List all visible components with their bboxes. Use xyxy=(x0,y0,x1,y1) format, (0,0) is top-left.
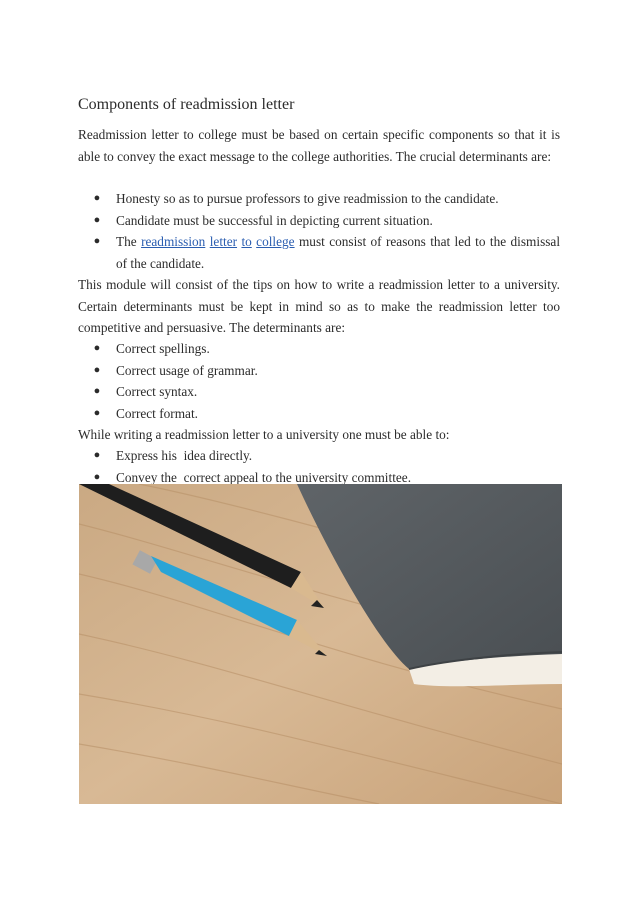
bullet-icon: ● xyxy=(93,385,101,397)
link-college[interactable]: college xyxy=(256,234,295,249)
list-item-text: Honesty so as to pursue professors to give readmission to the candidate. xyxy=(116,191,499,206)
list-item xyxy=(78,188,560,210)
intro-paragraph: Readmission letter to college must be based on certain specific components so that it is able to convey the exact message to the college authorities. The crucial determinants are: xyxy=(78,127,560,164)
list-item-prefix: The xyxy=(116,234,142,249)
list-item xyxy=(78,445,560,467)
list-item-text: Correct syntax. xyxy=(116,384,198,399)
abilities-list xyxy=(78,445,560,488)
writing-determinants-list xyxy=(78,338,560,424)
module-paragraph: This module will consist of the tips on how to write a readmission letter to a university. Certain determinants must be kept in mind so as to make the readmission letter too competitive and persuasive. The determinants are: xyxy=(78,277,560,335)
list-item-with-links xyxy=(78,231,560,274)
bullet-icon: ● xyxy=(93,449,101,461)
bullet-icon: ● xyxy=(93,235,101,247)
bullet-icon: ● xyxy=(93,192,101,204)
list-item-suffix: must consist of reasons that led to the dismissal of the candidate. xyxy=(116,234,561,271)
list-item-text: Correct usage of grammar. xyxy=(116,362,258,378)
list-item-text: Convey the correct appeal to the university committee. xyxy=(116,469,412,485)
bullet-icon: ● xyxy=(93,406,101,419)
list-item xyxy=(78,403,560,425)
while-paragraph: While writing a readmission letter to a university one must be able to: xyxy=(78,427,450,442)
list-item-text: Candidate must be successful in depicting current situation. xyxy=(116,212,433,228)
list-item xyxy=(78,338,560,360)
link-readmission[interactable]: readmission xyxy=(141,234,206,249)
bullet-icon: ● xyxy=(93,470,101,483)
list-item-text: Correct spellings. xyxy=(116,341,210,356)
bullet-icon: ● xyxy=(93,363,101,376)
list-item xyxy=(78,381,560,403)
list-item-text: Correct format. xyxy=(116,405,198,421)
link-letter[interactable]: letter xyxy=(209,234,238,249)
list-item xyxy=(78,360,560,382)
bullet-icon: ● xyxy=(93,342,101,354)
photo-illustration xyxy=(79,484,562,804)
bullet-icon: ● xyxy=(93,213,101,226)
determinants-list xyxy=(78,188,560,274)
list-item xyxy=(78,210,560,232)
list-item-text: Express his idea directly. xyxy=(116,448,253,463)
section-heading: Components of readmission letter xyxy=(78,96,295,113)
link-to[interactable]: to xyxy=(241,234,252,249)
pencils-notebook-photo xyxy=(79,484,562,804)
